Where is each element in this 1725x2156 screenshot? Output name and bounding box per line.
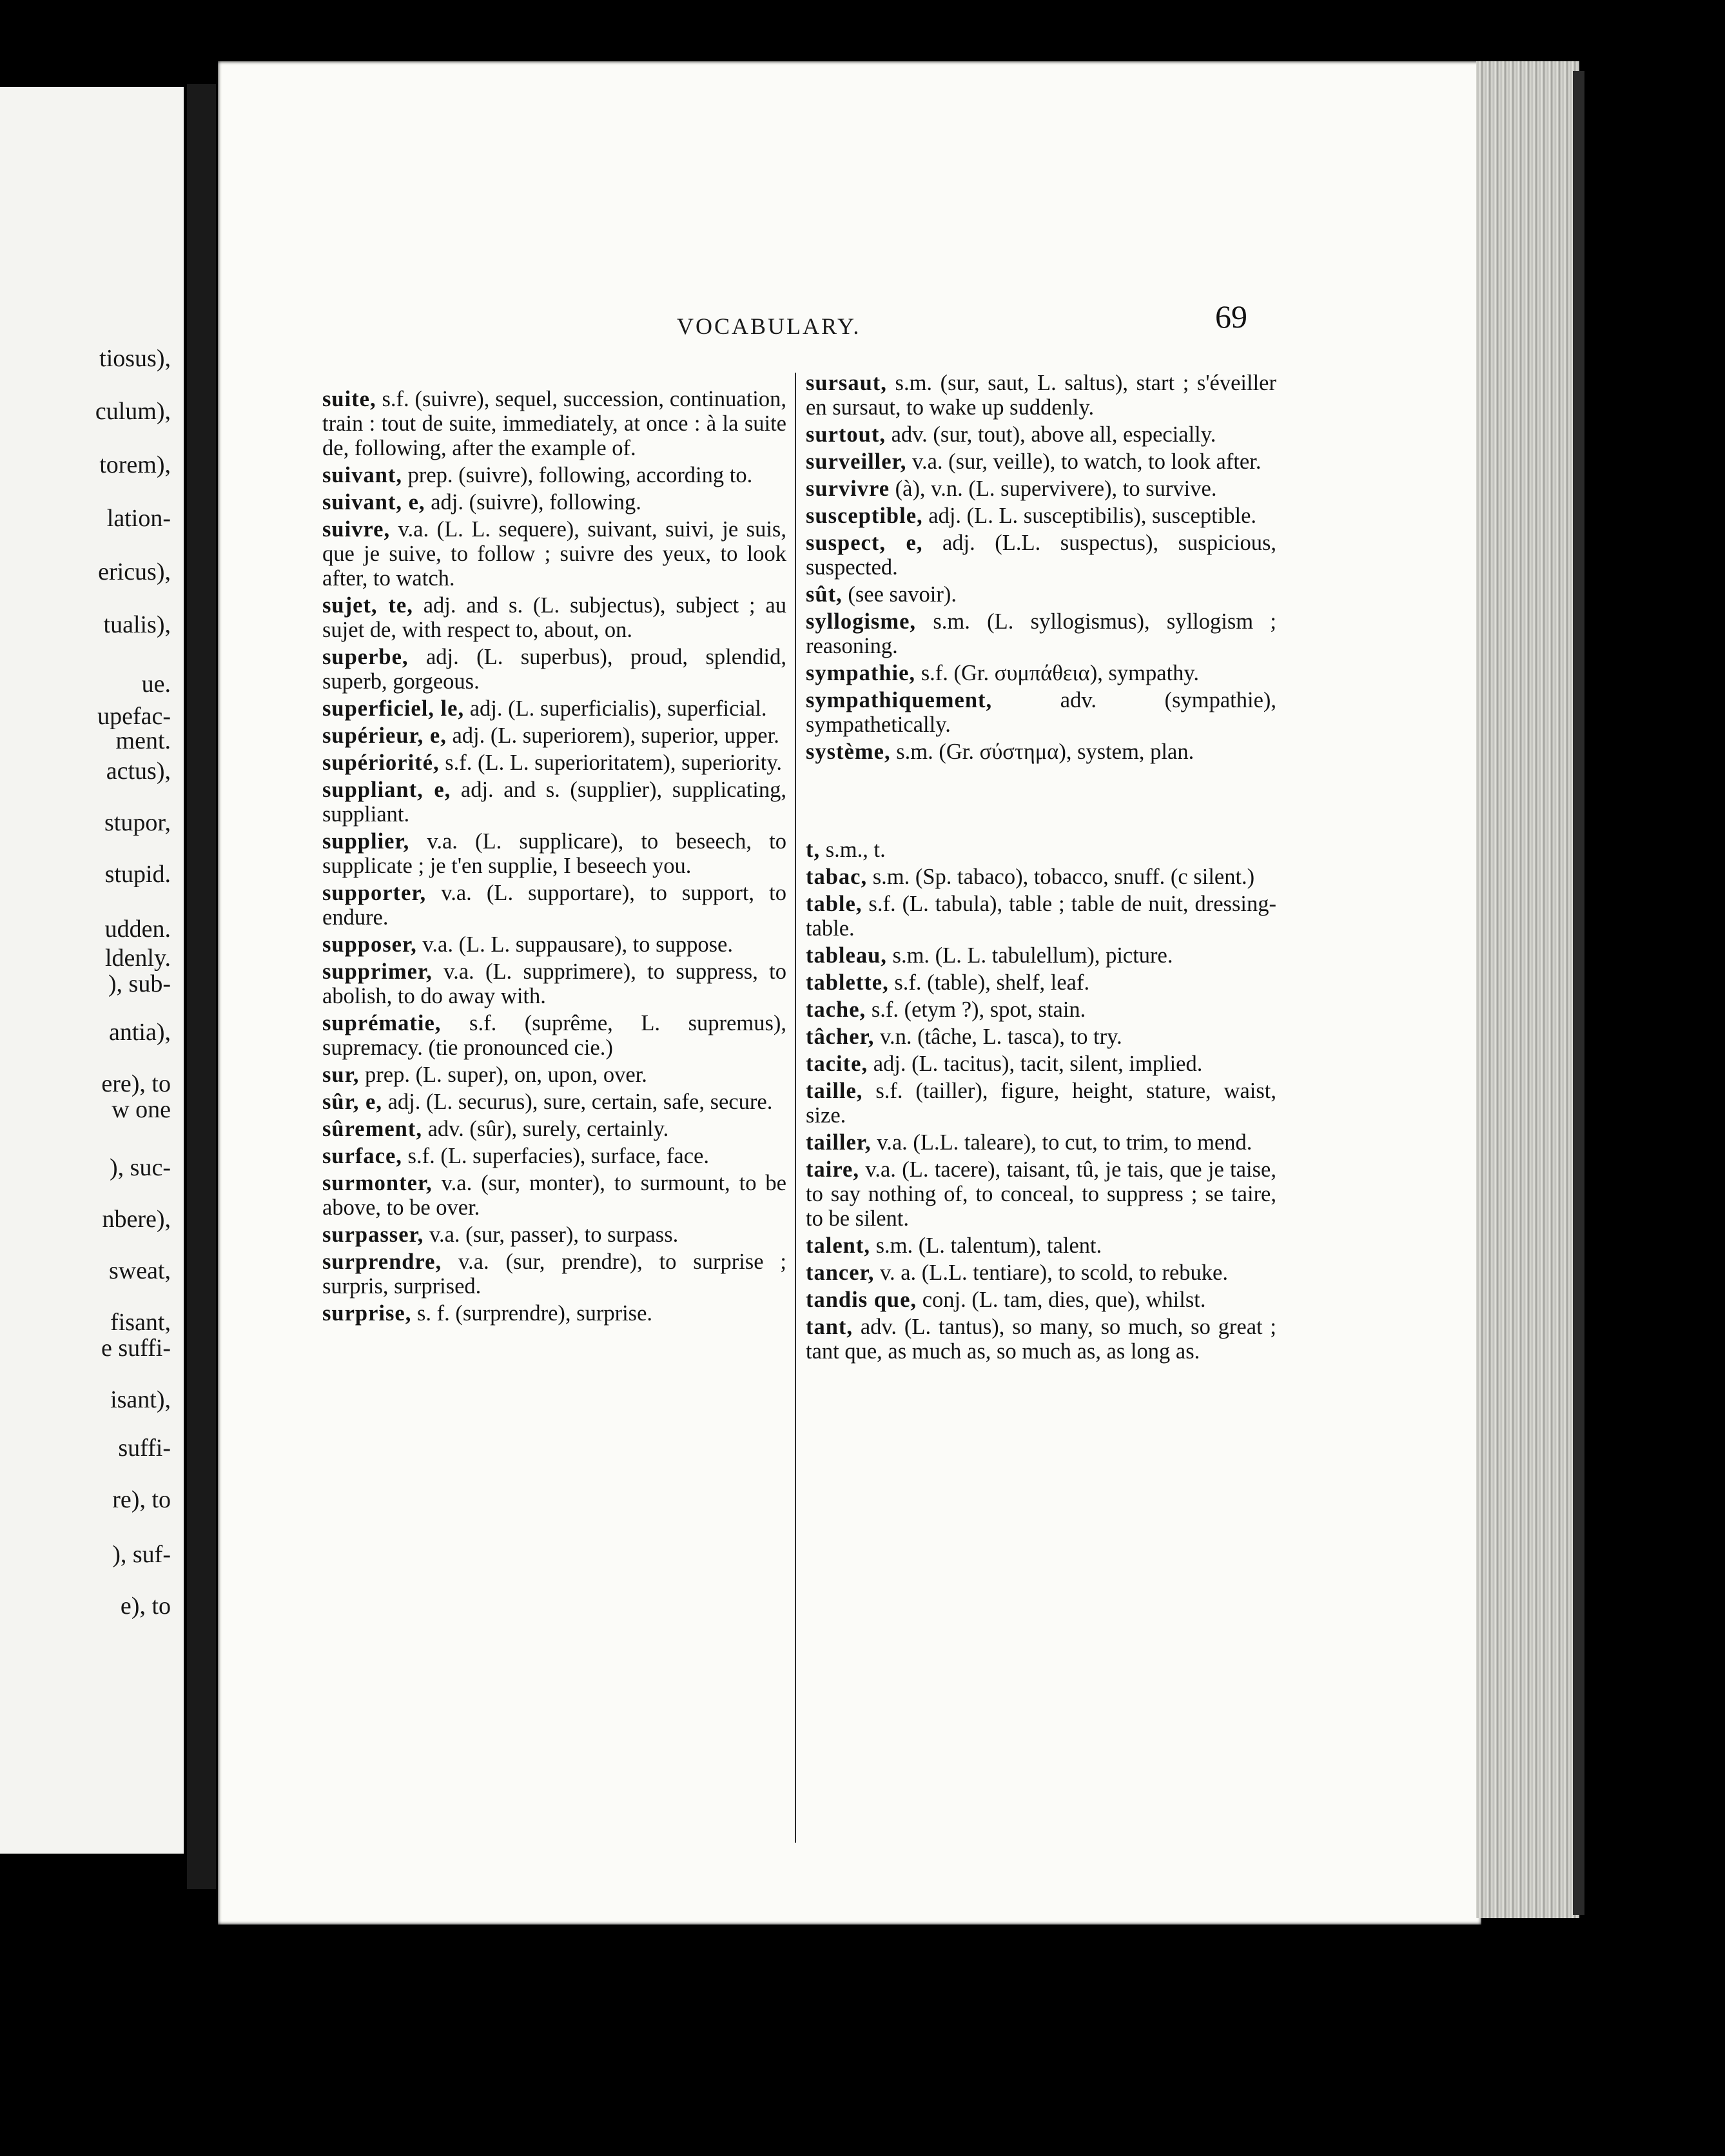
entry-headword: tablette, [806,970,889,995]
entry-headword: tâcher, [806,1024,875,1049]
left-page-fragment: culum), [95,398,171,425]
dictionary-entry [806,1260,1276,1285]
dictionary-entry [806,997,1276,1022]
left-page-fragment: sweat, [108,1257,171,1284]
entry-headword: supprimer, [322,959,433,984]
running-head: VOCABULARY. [677,313,861,339]
entry-headword: talent, [806,1233,870,1258]
entry-definition: adj. (L. securus), sure, certain, safe, secure. [382,1090,773,1114]
entry-definition: s.f. (etym ?), spot, stain. [866,997,1086,1022]
entry-definition: s.f. (L. superfacies), surface, face. [402,1144,709,1168]
left-page-fragment: stupor, [104,809,171,836]
left-page-fragment: upefac- [97,703,171,730]
entry-headword: surface, [322,1144,402,1168]
dictionary-entry [806,504,1276,528]
entry-headword: supporter, [322,881,427,905]
entry-headword: sur, [322,1063,360,1087]
entry-definition: s.f. (table), shelf, leaf. [888,970,1090,995]
dictionary-entry [806,531,1276,580]
entry-definition: (see savoir). [842,582,957,607]
entry-headword: sursaut, [806,371,887,395]
entry-headword: t, [806,838,821,862]
left-column [322,387,786,1328]
entry-headword: suivre, [322,517,391,542]
dictionary-entry [322,750,786,775]
left-page-fragment: e), to [120,1592,171,1620]
entry-headword: surmonter, [322,1171,433,1195]
entry-definition: adv. (L. tantus), so many, so much, so great ; tant que, as much as, so much as, as long as. [806,1315,1276,1364]
entry-headword: tache, [806,997,866,1022]
dictionary-entry [322,696,786,721]
dictionary-entry [322,1171,786,1220]
dictionary-entry [322,829,786,878]
entry-definition: s.m. (sur, saut, L. saltus), start ; s'éveiller en sursaut, to wake up suddenly. [806,371,1276,420]
entry-definition: v.a. (L. L. sequere), suivant, suivi, je suis, que je suive, to follow ; suivre des yeux, to look after, to watch. [322,517,786,591]
left-page-fragment: ), suf- [112,1541,171,1568]
entry-headword: taille, [806,1079,863,1103]
entry-headword: syllogisme, [806,609,917,634]
dictionary-entry [806,1052,1276,1076]
left-page-fragment: w one [112,1096,171,1123]
dictionary-entry [806,892,1276,941]
dictionary-entry [322,1144,786,1168]
entry-definition: prep. (suivre), following, according to. [402,463,753,487]
entry-headword: suppliant, e, [322,778,451,802]
entry-definition: v.a. (L. supportare), to support, to endure. [322,881,786,930]
entry-headword: surtout, [806,422,886,447]
entry-headword: surveiller, [806,449,907,474]
entry-headword: tabac, [806,865,868,889]
entry-definition: adv. (sûr), surely, certainly. [422,1117,669,1141]
entry-definition: adj. and s. (supplier), supplicating, suppliant. [322,778,786,827]
dictionary-entry [322,593,786,642]
entry-headword: supérieur, e, [322,723,447,748]
dictionary-entry [322,645,786,694]
left-page-fragment: ment. [115,727,171,754]
entry-headword: suspect, e, [806,531,923,555]
entry-headword: superficiel, le, [322,696,465,721]
dictionary-entry [806,422,1276,447]
entry-definition: adj. and s. (L. subjectus), subject ; au sujet de, with respect to, about, on. [322,593,786,642]
entry-headword: tacite, [806,1052,868,1076]
entry-headword: susceptible, [806,504,923,528]
entry-headword: suite, [322,387,376,411]
entry-definition: s.f. (L. tabula), table ; table de nuit, dressing-table. [806,892,1276,941]
entry-definition: prep. (L. super), on, upon, over. [359,1063,647,1087]
book-cover-edge [1573,71,1584,1915]
entry-headword: supplier, [322,829,410,854]
left-page-fragment: isant), [110,1386,171,1413]
entry-definition: v.a. (sur, prendre), to surprise ; surpris, surprised. [322,1250,786,1298]
entry-definition: adj. (suivre), following. [425,490,641,514]
entry-headword: sût, [806,582,843,607]
entry-definition: s.m. (L. syllogismus), syllogism ; reasoning. [806,609,1276,658]
dictionary-entry [806,449,1276,474]
left-page-fragment: ldenly. [104,945,171,972]
entry-headword: sûrement, [322,1117,422,1141]
dictionary-entry [806,1079,1276,1128]
left-page-fragment: ue. [141,671,171,698]
entry-definition: s.f. (tailler), figure, height, stature, waist, size. [806,1079,1276,1128]
dictionary-entry [806,1233,1276,1258]
entry-definition: (à), v.n. (L. supervivere), to survive. [890,476,1217,501]
dictionary-entry [322,490,786,514]
entry-headword: surpasser, [322,1222,424,1247]
dictionary-entry [322,932,786,957]
entry-definition: s.m., t. [820,838,886,862]
entry-definition: s.f. (suivre), sequel, succession, continuation, train : tout de suite, immediately, at once : à la suite de, following, after the example of. [322,387,786,460]
dictionary-entry [322,1090,786,1114]
dictionary-entry [806,838,1276,862]
entry-definition: v.a. (sur, passer), to surpass. [424,1222,679,1247]
dictionary-entry [322,1301,786,1326]
left-page-fragment: e suffi- [101,1335,171,1362]
left-page-fragment: lation- [106,505,171,532]
entry-definition: v.a. (L. supprimere), to suppress, to abolish, to do away with. [322,959,786,1008]
entry-headword: supériorité, [322,750,440,775]
dictionary-entry [322,1250,786,1298]
entry-headword: système, [806,740,891,764]
entry-definition: v.a. (L.L. taleare), to cut, to trim, to mend. [871,1130,1252,1155]
entry-definition: v.a. (sur, veille), to watch, to look after. [906,449,1262,474]
dictionary-entry [806,582,1276,607]
left-page-fragment: actus), [106,758,171,785]
entry-definition: adv. (sympathie), sympathetically. [806,688,1276,737]
entry-definition: s.f. (Gr. συμπάθεια), sympathy. [915,661,1200,685]
dictionary-entry [806,740,1276,764]
entry-headword: sympathiquement, [806,688,993,712]
dictionary-entry [806,371,1276,420]
dictionary-entry [806,970,1276,995]
left-page-fragment: stupid. [104,861,171,888]
dictionary-entry [806,1024,1276,1049]
dictionary-entry [806,1130,1276,1155]
right-column [806,371,1276,1366]
entry-headword: superbe, [322,645,409,669]
column-divider [795,373,796,1843]
left-page-fragment: ericus), [98,558,171,585]
entry-headword: tableau, [806,943,887,968]
entry-headword: sujet, te, [322,593,413,618]
dictionary-entry [322,517,786,591]
entry-headword: sympathie, [806,661,916,685]
entry-definition: adj. (L. superiorem), superior, upper. [446,723,779,748]
left-page-fragment: antia), [108,1019,171,1046]
entry-definition: s.m. (L. talentum), talent. [870,1233,1102,1258]
entry-definition: adj. (L. superbus), proud, splendid, superb, gorgeous. [322,645,786,694]
entry-headword: survivre [806,476,890,501]
entry-definition: s.f. (L. L. superioritatem), superiority. [439,750,783,775]
dictionary-entry [322,723,786,748]
page-number: 69 [1215,299,1247,335]
left-page-fragment: ), sub- [108,970,171,997]
book-gutter [187,84,216,1889]
dictionary-entry [322,959,786,1008]
dictionary-entry [322,881,786,930]
left-page-fragment: ), suc- [110,1154,171,1181]
entry-headword: suivant, e, [322,490,425,514]
entry-headword: table, [806,892,862,916]
left-page-fragment: udden. [104,916,171,943]
dictionary-entry [322,1063,786,1087]
entry-definition: conj. (L. tam, dies, que), whilst. [917,1288,1206,1312]
entry-headword: surprendre, [322,1250,442,1274]
dictionary-entry [806,609,1276,658]
entry-headword: surprise, [322,1301,412,1326]
entry-definition: s.m. (L. L. tabulellum), picture. [886,943,1173,968]
left-page-fragment: tualis), [103,611,171,638]
left-page-fragment: re), to [112,1486,171,1513]
dictionary-entry [322,387,786,460]
left-page-fragment: ere), to [101,1070,171,1097]
entry-definition: s.m. (Sp. tabaco), tobacco, snuff. (c silent.) [867,865,1255,889]
left-page-fragment: nbere), [102,1206,171,1233]
entry-definition: v.a. (L. tacere), taisant, tû, je tais, que je taise, to say nothing of, to conceal, to suppress ; se taire, to be silent. [806,1157,1276,1231]
dictionary-entry [322,1117,786,1141]
entry-definition: s.f. (suprême, L. supremus), supremacy. (tie pronounced cie.) [322,1011,786,1060]
dictionary-entry [806,688,1276,737]
left-page-fragment: suffi- [118,1435,171,1462]
entry-definition: adj. (L. superficialis), superficial. [464,696,767,721]
left-page-fragment: tiosus), [99,345,171,372]
entry-definition: v.a. (L. supplicare), to beseech, to supplicate ; je t'en supplie, I beseech you. [322,829,786,878]
dictionary-entry [806,1288,1276,1312]
entry-definition: adv. (sur, tout), above all, especially. [885,422,1216,447]
left-page-fragment: torem), [99,451,171,478]
entry-headword: suivant, [322,463,402,487]
entry-definition: v.a. (L. L. suppausare), to suppose. [416,932,733,957]
entry-definition: adj. (L. tacitus), tacit, silent, implied. [868,1052,1203,1076]
dictionary-entry [806,1315,1276,1364]
entry-headword: supposer, [322,932,417,957]
entry-definition: s. f. (surprendre), surprise. [411,1301,653,1326]
entry-definition: adj. (L. L. susceptibilis), susceptible. [922,504,1257,528]
entry-headword: sûr, e, [322,1090,382,1114]
dictionary-entry [806,1157,1276,1231]
left-page-fragment: fisant, [110,1309,171,1336]
entry-definition: s.m. (Gr. σύστημα), system, plan. [890,740,1194,764]
entry-headword: suprématie, [322,1011,442,1035]
entry-headword: tailler, [806,1130,872,1155]
entry-definition: adj. (L.L. suspectus), suspicious, suspected. [806,531,1277,580]
dictionary-entry [806,661,1276,685]
entry-definition: v.a. (sur, monter), to surmount, to be above, to be over. [322,1171,786,1220]
left-page [0,87,184,1854]
entry-headword: taire, [806,1157,859,1182]
dictionary-entry [806,865,1276,889]
dictionary-entry [806,476,1276,501]
dictionary-entry [322,1222,786,1247]
entry-headword: tandis que, [806,1288,917,1312]
entry-definition: v. a. (L.L. tentiare), to scold, to rebuke. [874,1260,1228,1285]
section-gap [806,767,1276,838]
entry-headword: tancer, [806,1260,875,1285]
entry-definition: v.n. (tâche, L. tasca), to try. [874,1024,1122,1049]
dictionary-entry [322,778,786,827]
dictionary-entry [322,1011,786,1060]
entry-headword: tant, [806,1315,853,1339]
dictionary-entry [806,943,1276,968]
dictionary-entry [322,463,786,487]
page-fore-edge [1476,61,1579,1918]
